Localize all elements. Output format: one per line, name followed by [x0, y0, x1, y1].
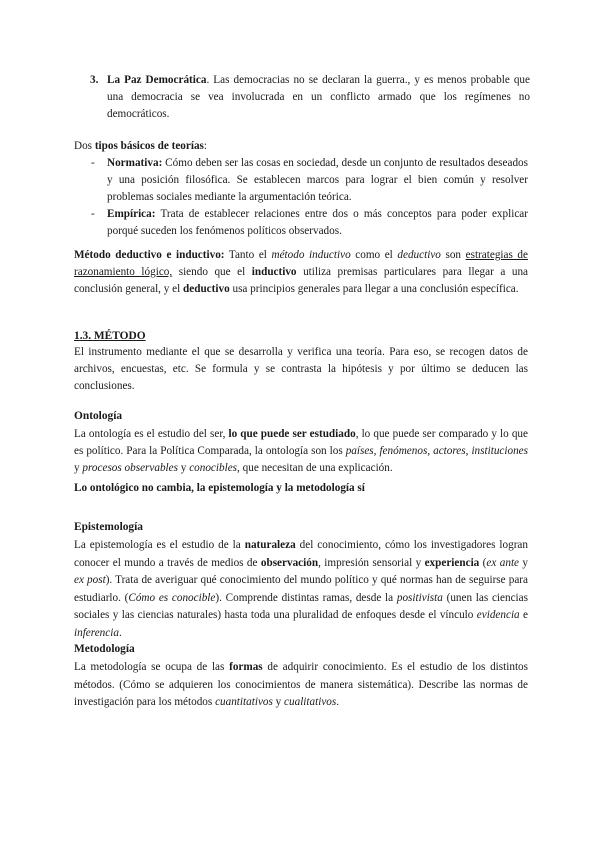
- ontologia-bold-line: Lo ontológico no cambia, la epistemología y la metodología sí: [74, 482, 365, 494]
- t: La ontología es el estudio del ser,: [74, 428, 229, 440]
- t: países: [345, 445, 374, 457]
- item-3-body: [107, 72, 530, 123]
- t: lo que puede ser estudiado: [228, 428, 356, 440]
- t: utiliza premisas particulares para llegar a una conclusión general, y el: [74, 266, 531, 295]
- ontologia-text: [74, 426, 531, 477]
- theory-types-intro: [74, 138, 528, 155]
- section-text: El instrumento mediante el que se desarrolla y verifica una teoría. Para eso, se recogen datos de archivos, encuestas, etc. Se formula y se contrasta la hipótesis y por último se deducen las conclusiones.: [74, 346, 528, 392]
- t: , impresión sensorial y: [318, 556, 425, 569]
- t: (unen las ciencias sociales y las ciencias naturales) hasta toda una pluralidad de enfoques desde el vínculo: [74, 591, 531, 622]
- t: instituciones: [471, 445, 528, 457]
- underlined-phrase: estrategias de razonamiento lógico,: [74, 249, 528, 278]
- bullet-body: Trata de establecer relaciones entre dos o más conceptos para poder explicar porqué suceden los fenómenos políticos observados.: [107, 208, 528, 237]
- t: , lo que puede ser comparado y lo que es político. Para la Política Comparada, la ontología son los: [74, 428, 531, 457]
- item-3-title: La Paz Democrática: [107, 74, 207, 86]
- t: cualitativos: [284, 696, 337, 709]
- bullet-empirica: [74, 206, 528, 240]
- section-heading: Ontología: [74, 410, 123, 422]
- t: ,: [465, 445, 472, 457]
- t: La metodología se ocupa de las: [74, 661, 230, 673]
- t: ,: [427, 445, 434, 457]
- t: como el: [350, 249, 398, 261]
- t: inductivo: [251, 266, 297, 278]
- metodologia-text: [74, 659, 531, 712]
- method-paragraph: [74, 247, 531, 298]
- t: inferencia: [74, 626, 119, 639]
- t: ). Comprende distintas ramas, desde la: [215, 591, 397, 604]
- t: cuantitativos: [215, 696, 273, 709]
- t: experiencia: [424, 556, 480, 569]
- t: y: [272, 696, 285, 709]
- t: Cómo es conocible: [128, 591, 216, 604]
- t: fenómenos: [379, 445, 428, 457]
- t: .: [118, 626, 122, 639]
- section-metodologia: [74, 641, 531, 712]
- bullet-dash: -: [91, 157, 95, 169]
- item-3-text: . Las democracias no se declaran la guerra., y es menos probable que una democracia se vea involucrada en un conflicto armado que los regímenes no democráticos.: [107, 74, 530, 120]
- numbered-item-3: [90, 72, 530, 123]
- t: y: [74, 445, 531, 474]
- t: siendo que el: [172, 266, 252, 278]
- t: formas: [229, 661, 263, 673]
- t: La epistemología es el estudio de la: [74, 539, 245, 551]
- t: positivista: [396, 591, 443, 604]
- t: ex ante: [486, 556, 520, 569]
- t: observación: [260, 556, 319, 569]
- t: del conocimiento, cómo los investigadores logran conocer el mundo a través de medios de: [74, 539, 531, 569]
- bullet-text: [107, 206, 528, 240]
- t: Tanto el: [224, 249, 272, 261]
- intro-bold: tipos básicos de teorías: [94, 140, 204, 152]
- t: procesos observables: [82, 462, 178, 474]
- t: deductivo: [397, 249, 441, 261]
- t: y: [519, 556, 531, 569]
- t: ex post: [74, 574, 106, 587]
- item-number: 3.: [90, 74, 99, 86]
- t: deductivo: [183, 283, 230, 295]
- t: , que necesitan de una explicación.: [237, 462, 393, 474]
- t: actores: [433, 445, 466, 457]
- t: naturaleza: [244, 539, 296, 551]
- bullet-label: Empírica:: [107, 208, 156, 220]
- t: y: [178, 462, 190, 474]
- t: usa principios generales para llegar a una conclusión específica.: [229, 283, 519, 295]
- bullet-text: [107, 155, 528, 206]
- t: ). Trata de averiguar qué conocimiento del mundo político y qué normas han de seguirse para estudiarlo. (: [74, 574, 531, 604]
- bullet-label: Normativa:: [107, 157, 163, 169]
- bullet-body: Cómo deben ser las cosas en sociedad, desde un conjunto de resultados deseados y una posición filosófica. Se establecen marcos para lograr el bien común y resolver problemas sociales mediante la argumentación teórica.: [107, 157, 528, 203]
- t: conocibles: [189, 462, 238, 474]
- theory-types-block: [74, 138, 528, 240]
- intro-colon: :: [203, 140, 208, 152]
- t: evidencia: [476, 609, 520, 622]
- t: son: [440, 249, 466, 261]
- intro-lead: Dos: [74, 140, 95, 152]
- t: .: [336, 696, 340, 709]
- bullet-normativa: [74, 155, 528, 206]
- section-metodo: [74, 328, 528, 395]
- t: e: [519, 609, 531, 622]
- method-label: Método deductivo e inductivo:: [74, 249, 225, 261]
- t: (: [479, 556, 487, 569]
- section-heading: Epistemología: [74, 521, 143, 533]
- section-heading: 1.3. MÉTODO: [74, 330, 146, 342]
- t: ,: [373, 445, 380, 457]
- t: método inductivo: [271, 249, 351, 261]
- section-ontologia: [74, 408, 531, 497]
- section-heading: Metodología: [74, 643, 135, 655]
- epistemologia-text: [74, 537, 531, 643]
- section-epistemologia: [74, 519, 531, 643]
- bullet-dash: -: [91, 208, 95, 220]
- t: de adquirir conocimiento. Es el estudio de los distintos métodos. (Cómo se adquieren los conocimientos de manera sistemática). Describe las normas de investigación para los métodos: [74, 661, 531, 709]
